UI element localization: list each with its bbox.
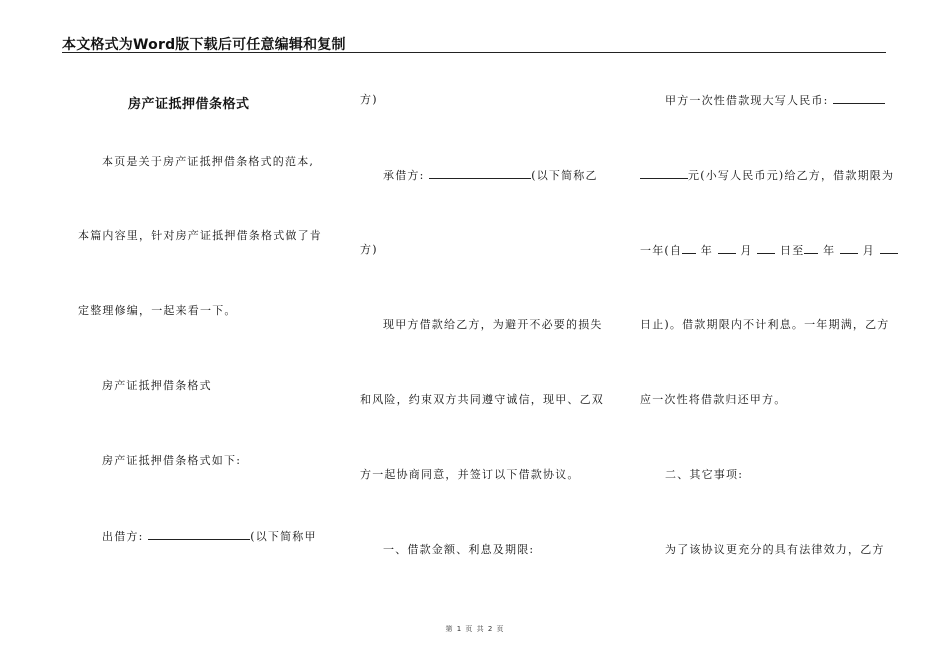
download-banner: 本文格式为Word版下载后可任意编辑和复制 [62,37,346,53]
day-to-label: 日至 [780,244,805,257]
amount-cont-text: 元(小写人民币元)给乙方，借款期限为 [688,169,895,182]
col3-line-7: 为了该协议更充分的具有法律效力，乙方 [665,543,885,556]
amount-label: 甲方一次性借款现大写人民币: [665,94,829,107]
col1-line-3: 定整理修编，一起来看一下。 [78,304,237,317]
end-year-blank [804,243,818,254]
col2-line-4: 现甲方借款给乙方，为避开不必要的损失 [383,318,603,331]
start-day-blank [757,243,775,254]
borrower-label: 承借方: [383,169,425,182]
period-start-label: 一年(自 [640,244,683,257]
lender-suffix: (以下简称甲 [250,530,317,543]
lender-label: 出借方: [102,530,144,543]
start-month-blank [718,243,736,254]
col3-line-5: 应一次性将借款归还甲方。 [640,393,787,406]
col3-line-6: 二、其它事项: [665,468,744,481]
page-footer: 第 1 页 共 2 页 [445,625,505,633]
start-year-blank [682,243,696,254]
amount-cont-blank [640,168,688,179]
col2-line-5: 和风险，约束双方共同遵守诚信，现甲、乙双 [360,393,604,406]
header-rule [62,52,886,53]
document-title: 房产证抵押借条格式 [128,97,250,112]
end-month-label: 月 [862,244,875,257]
col3-line-1 [665,93,885,108]
col2-line-2 [383,168,598,183]
end-day-blank [880,243,898,254]
end-year-label: 年 [823,244,836,257]
col3-line-3 [640,243,898,258]
end-month-blank [840,243,858,254]
col3-line-2 [640,168,894,183]
col2-line-6: 方一起协商同意，并签订以下借款协议。 [360,468,580,481]
lender-blank [148,529,250,540]
borrower-suffix: (以下简称乙 [531,169,598,182]
month-label: 月 [740,244,753,257]
col1-line-6 [102,529,317,544]
amount-blank [833,93,885,104]
col1-line-1: 本页是关于房产证抵押借条格式的范本, [102,155,315,168]
col1-line-5: 房产证抵押借条格式如下: [102,454,242,467]
col2-line-3: 方) [360,243,378,256]
year-label: 年 [700,244,713,257]
borrower-blank [429,168,531,179]
col3-line-4: 日止)。借款期限内不计利息。一年期满，乙方 [640,318,890,331]
col2-line-7: 一、借款金额、利息及期限: [383,543,535,556]
col1-line-4: 房产证抵押借条格式 [102,379,212,392]
col1-line-2: 本篇内容里，针对房产证抵押借条格式做了肯 [78,229,322,242]
col2-line-1: 方) [360,93,378,106]
